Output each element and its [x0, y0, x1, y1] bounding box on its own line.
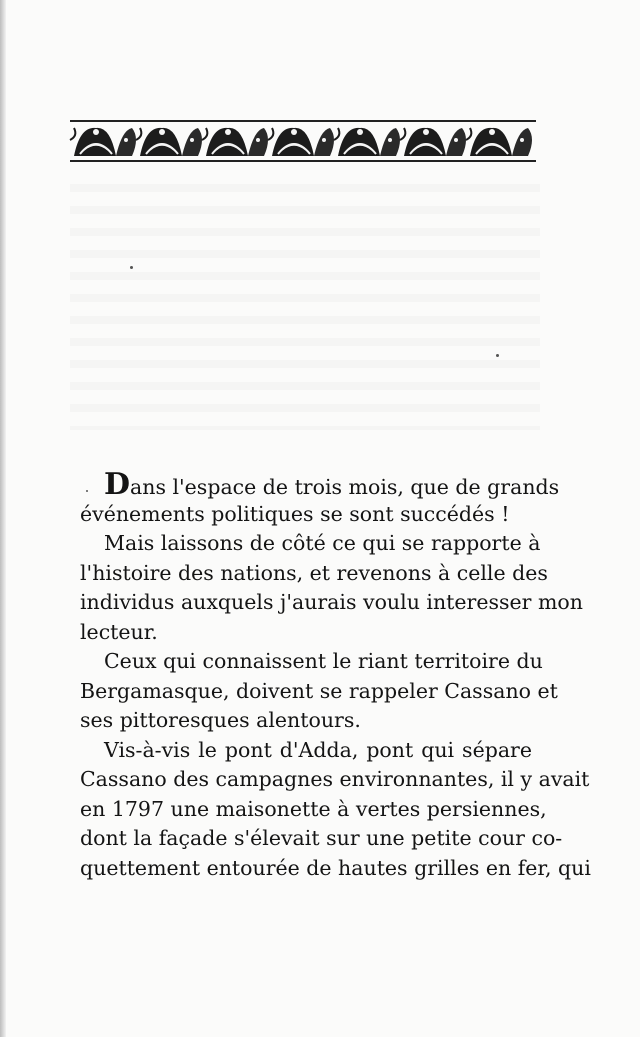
ink-speck: [496, 354, 499, 357]
text-line-content: ans l'espace de trois mois, que de grands: [130, 475, 560, 499]
bleed-through-text: [70, 170, 540, 430]
text-line: dont la façade s'élevait sur une petite cour co-: [80, 826, 563, 850]
text-line: Mais laissons de côté ce qui se rapporte à: [104, 531, 541, 555]
text-line: Cassano des campagnes environnantes, il y avait: [80, 767, 590, 791]
ornament-headpiece-icon: [70, 118, 536, 164]
text-line: événements politiques se sont succédés !: [80, 501, 510, 526]
text-line: l'histoire des nations, et revenons à celle des: [80, 560, 548, 585]
text-line: Vis-à-vis le pont d'Adda, pont qui sépare: [104, 737, 532, 762]
text-line: ses pittoresques alentours.: [80, 708, 361, 732]
text-line: individus auxquels j'aurais voulu interesser mon: [80, 590, 583, 614]
drop-cap: D: [104, 467, 131, 502]
paragraph: [80, 647, 558, 736]
text-line: en 1797 une maisonette à vertes persiennes,: [80, 796, 547, 821]
ink-speck: [130, 266, 133, 269]
text-line: lecteur.: [80, 619, 158, 644]
text-line: [80, 467, 560, 502]
text-line: quettement entourée de hautes grilles en fer, qui: [80, 855, 591, 880]
page-binding-edge: [0, 0, 6, 1037]
body-text: [80, 467, 591, 883]
paragraph: [80, 736, 591, 884]
text-line: Ceux qui connaissent le riant territoire du: [104, 649, 543, 673]
paragraph: [80, 467, 560, 529]
paragraph: [80, 529, 583, 647]
text-line: Bergamasque, doivent se rappeler Cassano et: [80, 678, 558, 703]
